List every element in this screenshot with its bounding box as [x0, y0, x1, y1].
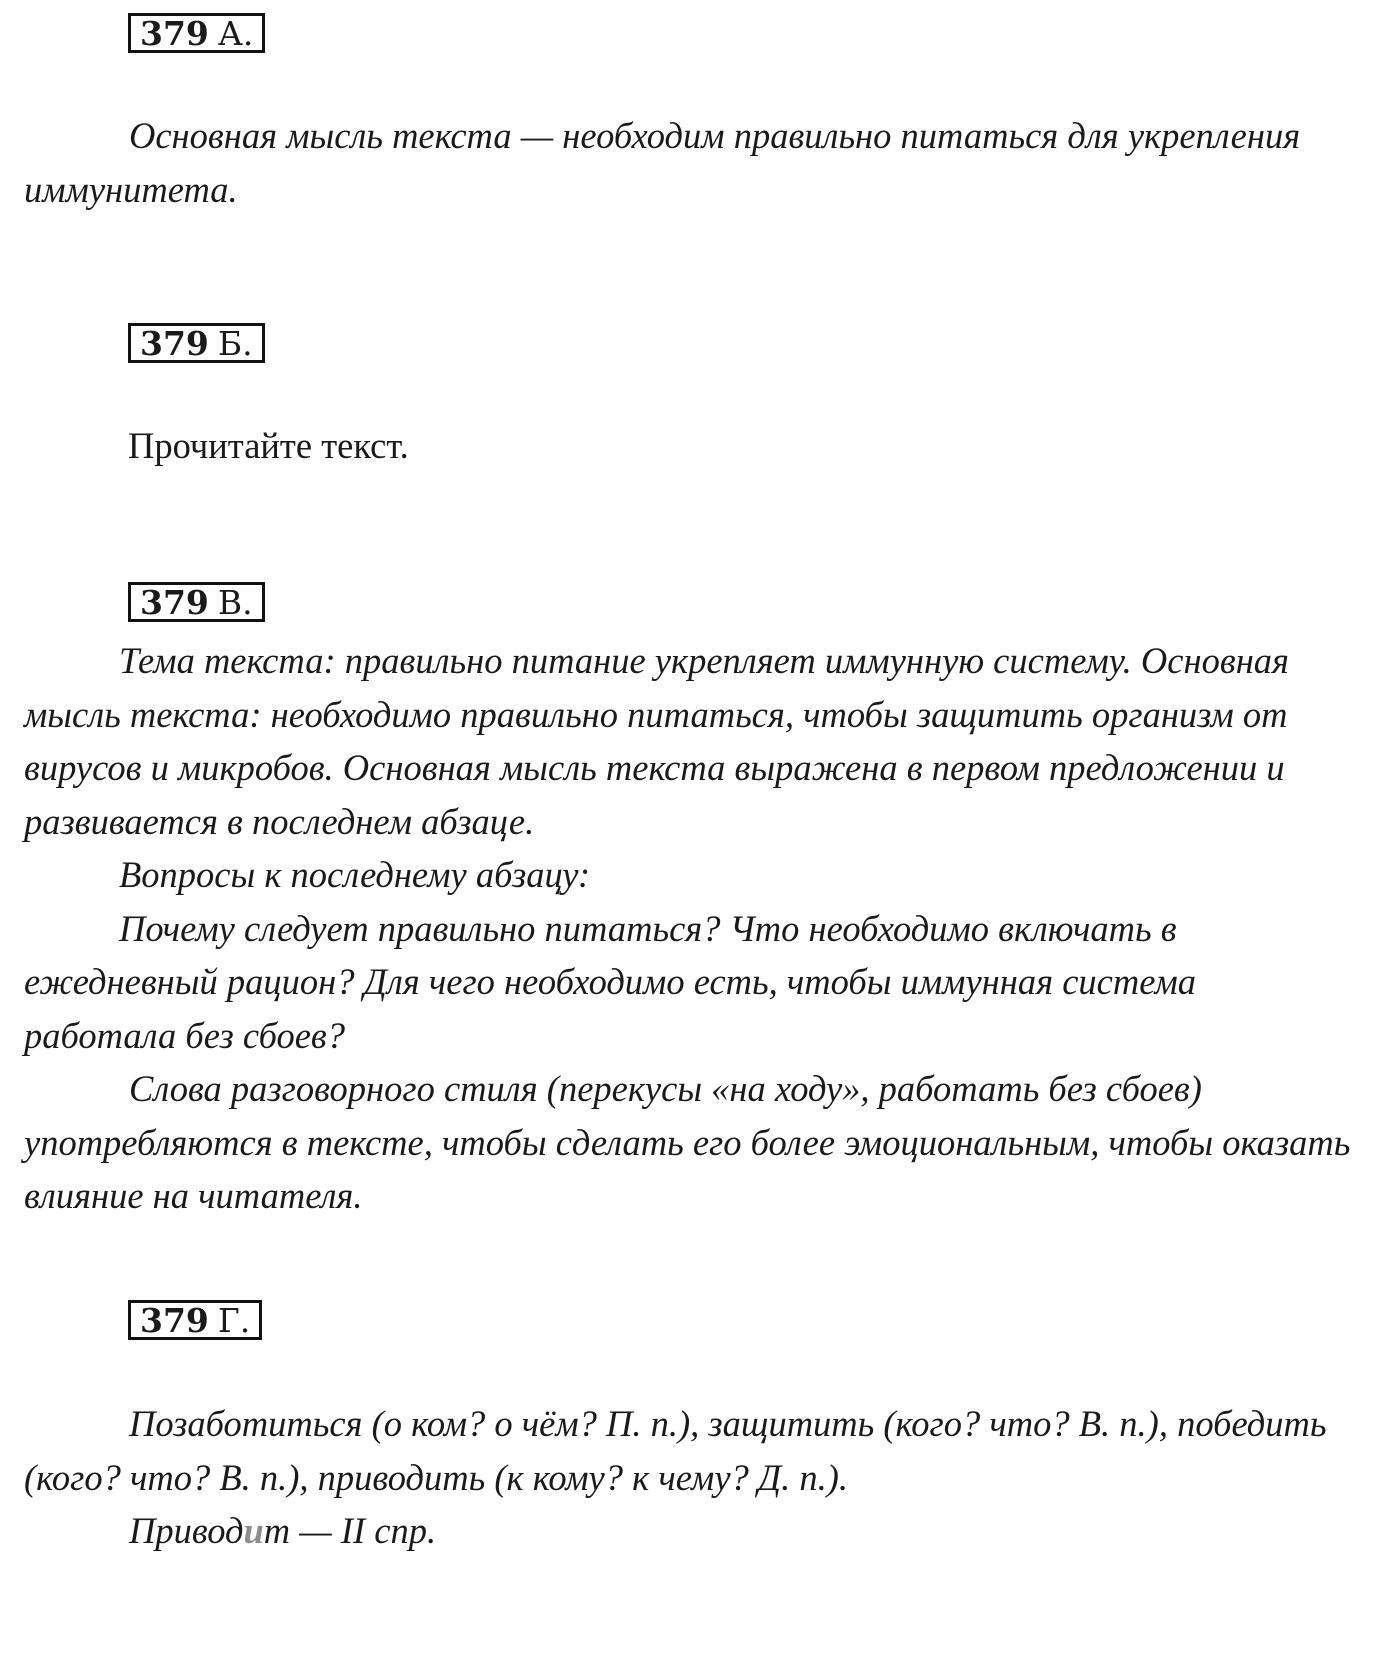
paragraph: Тема текста: правильно питание укрепляет иммунную систему. Основная мысль текста: необходимо правильно питаться, чтобы защитить организм от вирусов и микробов. Основная мысль текста выражена в первом предложении и развивается в последнем абзаце. [24, 640, 1290, 842]
exercise-number: 379 [140, 1300, 209, 1340]
exercise-badge-b [128, 323, 265, 363]
paragraph: Почему следует правильно питаться? Что необходимо включать в ежедневный рацион? Для чего необходимо есть, чтобы иммунная система работала без сбоев? [24, 907, 1197, 1056]
answer-g-text [24, 1397, 1354, 1558]
conjugation-line [24, 1504, 1354, 1558]
exercise-badge-g [128, 1300, 262, 1340]
word-part: т — II спр. [263, 1510, 437, 1551]
exercise-number: 379 [140, 13, 209, 53]
exercise-letter: Б. [217, 323, 253, 363]
paragraph: Основная мысль текста — необходим правильно питаться для укрепления иммунитета. [24, 115, 1301, 210]
highlighted-letter: и [243, 1510, 264, 1551]
exercise-letter: В. [217, 582, 253, 622]
exercise-number: 379 [140, 582, 209, 622]
answer-a-text [24, 109, 1354, 216]
exercise-letter: Г. [217, 1300, 251, 1340]
word-part: Привод [129, 1510, 244, 1551]
paragraph: Позаботиться (о ком? о чём? П. п.), защитить (кого? что? В. п.), победить (кого? что? В. п.), приводить (к кому? к чему? Д. п.). [24, 1403, 1327, 1498]
exercise-letter: А. [217, 13, 254, 53]
paragraph: Слова разговорного стиля (перекусы «на ходу», работать без сбоев) употребляются в тексте, чтобы сделать его более эмоциональным, чтобы оказать влияние на читателя. [24, 1068, 1351, 1216]
answer-b-text: Прочитайте текст. [128, 425, 409, 466]
exercise-badge-a [128, 13, 265, 53]
answer-v-text [24, 634, 1354, 1223]
paragraph: Вопросы к последнему абзацу: [119, 854, 591, 895]
exercise-badge-v [128, 582, 265, 622]
exercise-number: 379 [140, 323, 209, 363]
